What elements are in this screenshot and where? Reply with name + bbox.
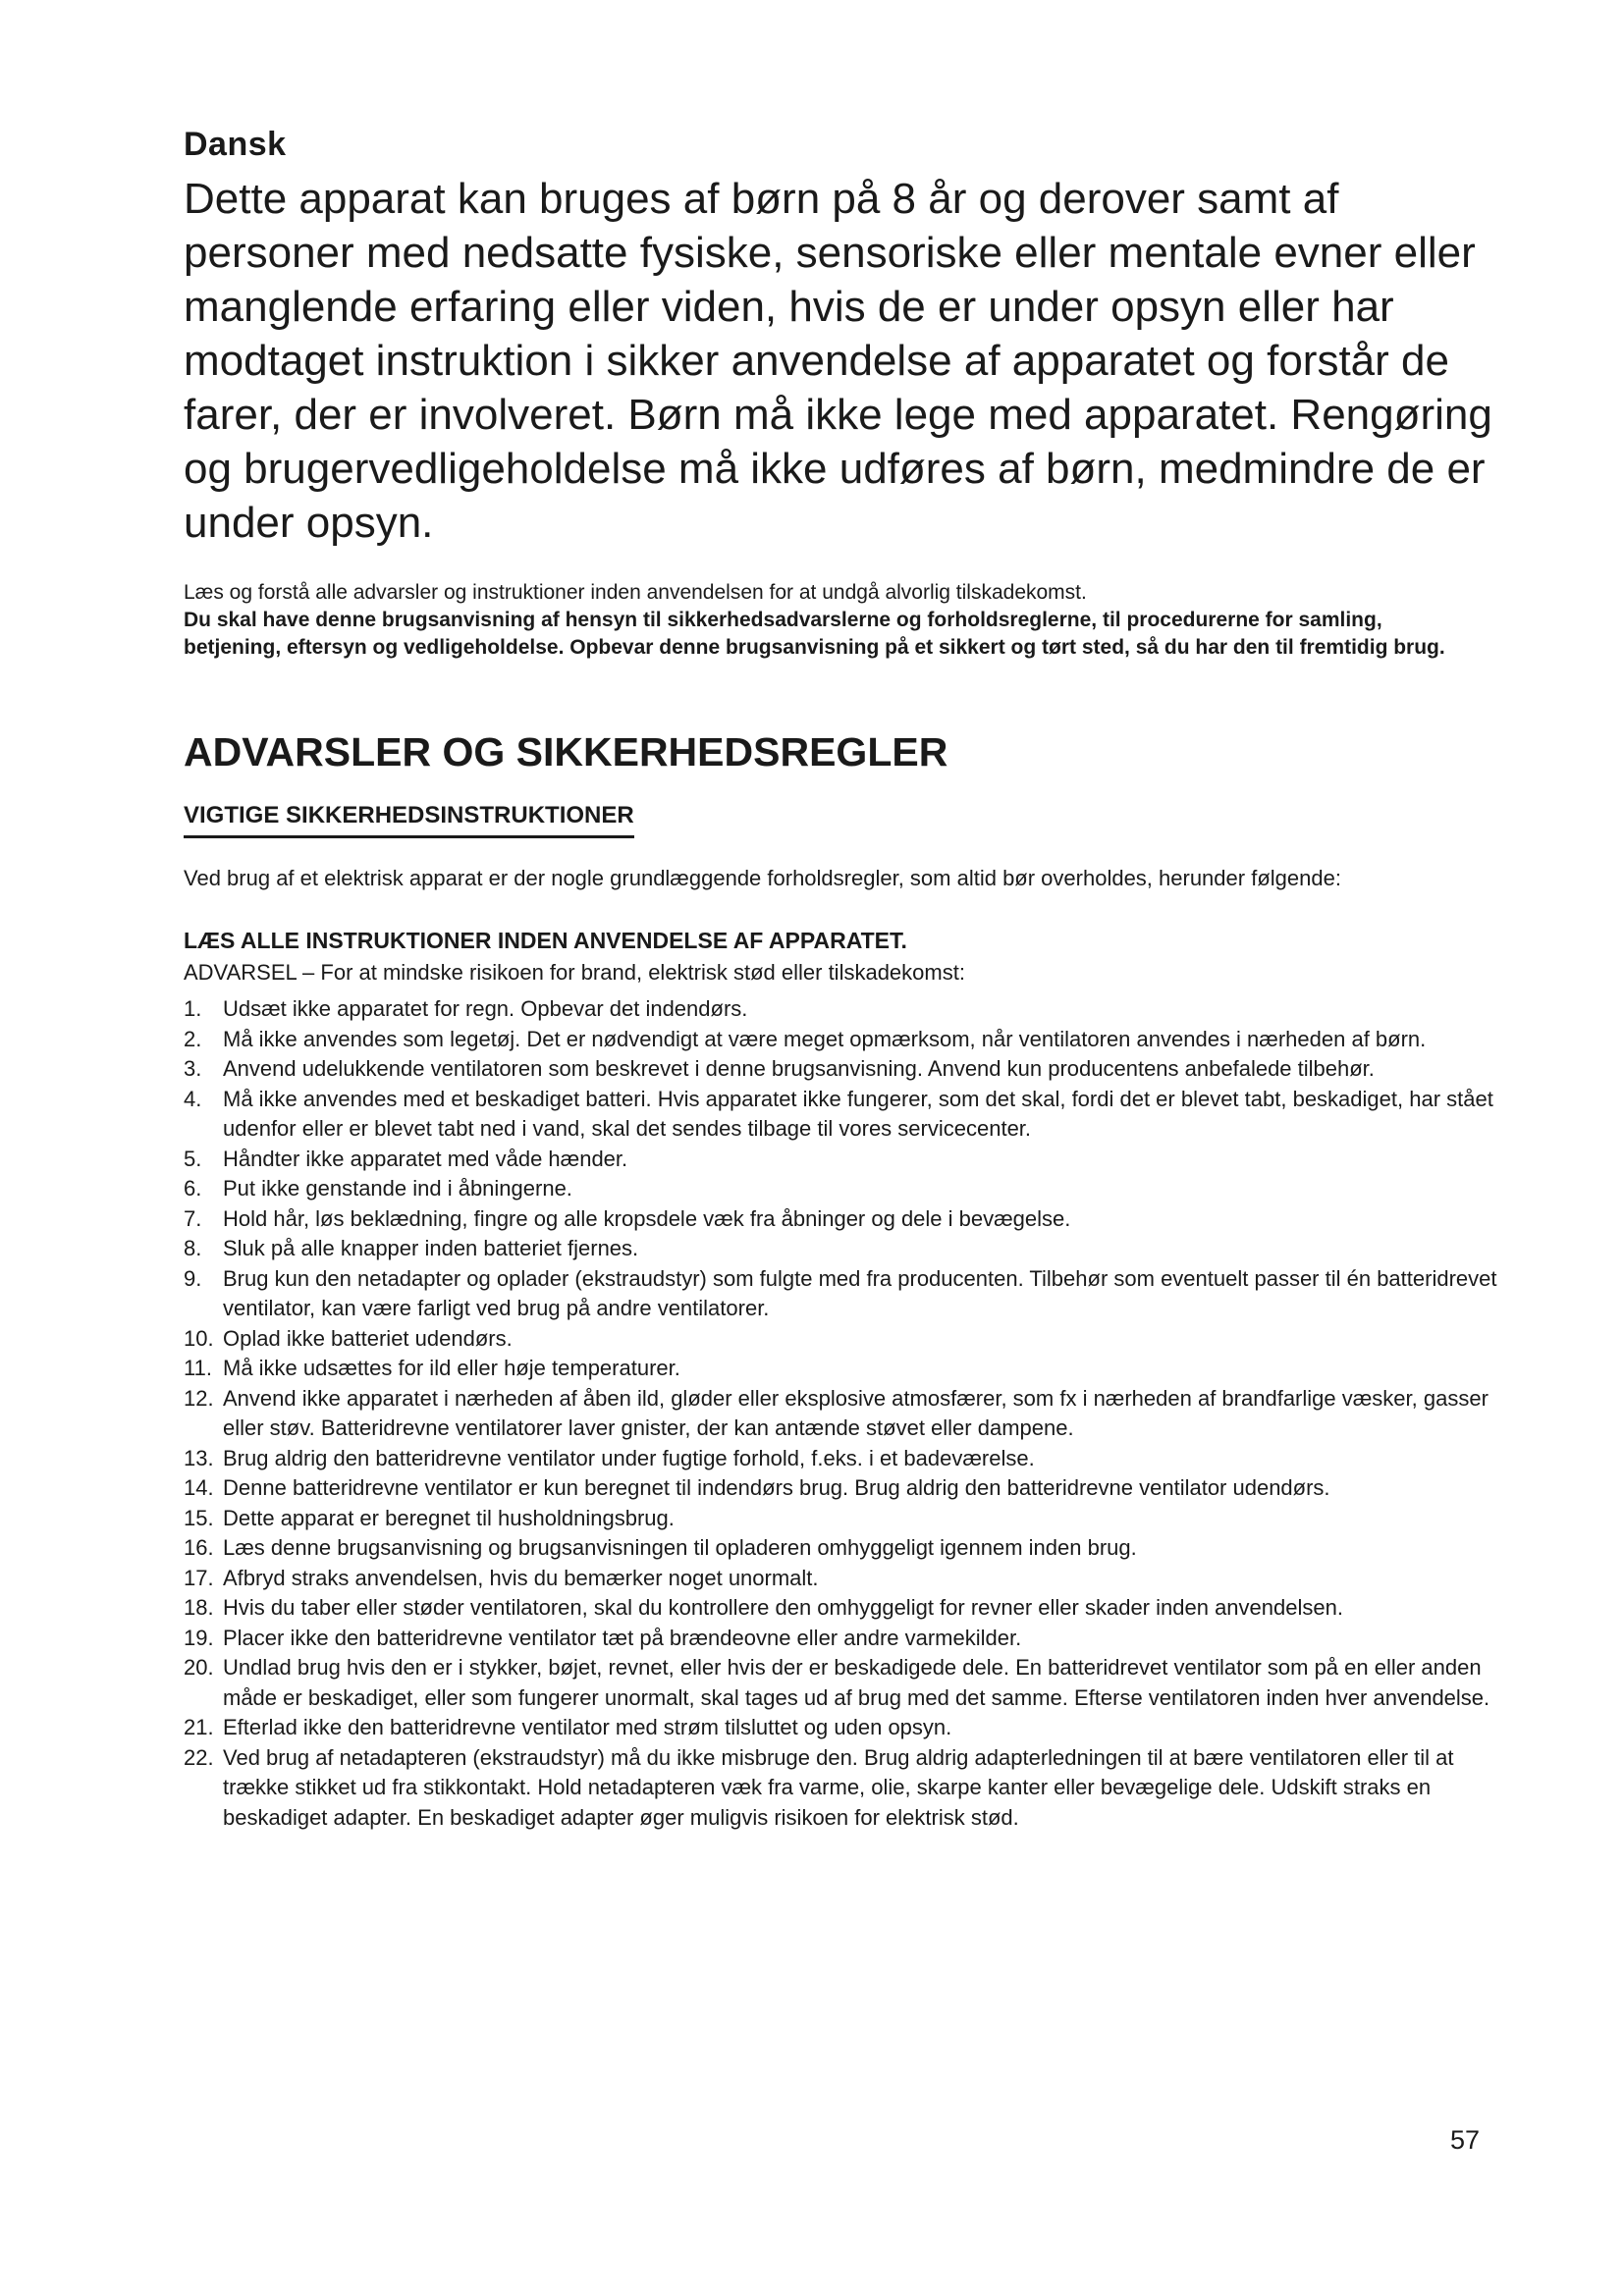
rule-number: 5. — [184, 1146, 202, 1171]
rule-number: 11. — [184, 1356, 212, 1380]
safety-rule-item — [184, 1384, 1504, 1444]
rule-number: 1. — [184, 996, 202, 1021]
rule-number: 12. — [184, 1385, 214, 1411]
safety-rule-item — [184, 1713, 1504, 1743]
warning-intro: ADVARSEL – For at mindske risikoen for brand, elektrisk stød eller tilskadekomst: — [184, 960, 965, 985]
safety-rule-item — [184, 1025, 1504, 1055]
safety-rule-item — [184, 1324, 1504, 1355]
rule-text: Må ikke anvendes som legetøj. Det er nødvendigt at være meget opmærksom, når ventilatoren anvendes i nærheden af børn. — [223, 1026, 1427, 1051]
rule-number: 6. — [184, 1176, 202, 1201]
safety-rules-list — [184, 994, 1504, 1833]
rule-text: Undlad brug hvis den er i stykker, bøjet, revnet, eller hvis der er beskadigede dele. En batteridrevet ventilator som på en eller anden måde er beskadiget, eller som fungerer unormalt, skal tages ud af brug med det samme. Efterse ventilatoren inden hver anvendelse. — [223, 1655, 1490, 1710]
rule-text: Må ikke udsættes for ild eller høje temperaturer. — [223, 1356, 680, 1380]
safety-rule-item — [184, 1624, 1504, 1654]
notice-text: Læs og forstå alle advarsler og instruktioner inden anvendelsen for at undgå alvorlig tilskadekomst. — [184, 581, 1087, 604]
rule-text: Put ikke genstande ind i åbningerne. — [223, 1176, 572, 1201]
rule-text: Hold hår, løs beklædning, fingre og alle kropsdele væk fra åbninger og dele i bevægelse. — [223, 1205, 1071, 1231]
rule-text: Læs denne brugsanvisning og brugsanvisningen til opladeren omhyggeligt igennem inden brug. — [223, 1535, 1137, 1560]
rule-number: 4. — [184, 1086, 202, 1111]
rule-number: 20. — [184, 1655, 214, 1680]
safety-rule-item — [184, 1564, 1504, 1594]
rule-number: 8. — [184, 1236, 202, 1260]
general-precautions-text: Ved brug af et elektrisk apparat er der nogle grundlæggende forholdsregler, som altid bør overholdes, herunder følgende: — [184, 866, 1341, 890]
notice-bold-text: Du skal have denne brugsanvisning af hensyn til sikkerhedsadvarslerne og forholdsreglerne, til procedurerne for samling, betjening, eftersyn og vedligeholdelse. Opbevar denne brugsanvisning på et sikkert og tørt sted, så du har den til fremtidig brug. — [184, 609, 1445, 659]
page-number: 57 — [1450, 2125, 1481, 2155]
rule-number: 14. — [184, 1475, 214, 1500]
rule-number: 13. — [184, 1445, 214, 1470]
rule-number: 15. — [184, 1505, 214, 1530]
safety-rule-item — [184, 1174, 1504, 1204]
rule-number: 18. — [184, 1595, 214, 1620]
safety-rule-item — [184, 1354, 1504, 1384]
rule-text: Anvend ikke apparatet i nærheden af åben ild, gløder eller eksplosive atmosfærer, som fx i nærheden af brandfarlige væsker, gasser eller støv. Batteridrevne ventilatorer laver gnister, der kan antænde støvet eller dampene. — [223, 1385, 1489, 1440]
language-label: Dansk — [184, 126, 287, 163]
safety-rule-item — [184, 1204, 1504, 1235]
rule-text: Sluk på alle knapper inden batteriet fjernes. — [223, 1236, 639, 1260]
rule-number: 22. — [184, 1744, 214, 1770]
safety-rule-item — [184, 1504, 1504, 1534]
safety-rule-item — [184, 1234, 1504, 1264]
intro-paragraph: Dette apparat kan bruges af børn på 8 år og derover samt af personer med nedsatte fysiske, sensoriske eller mentale evner eller manglende erfaring eller viden, hvis de er under opsyn eller har modtaget instruktion i sikker anvendelse af apparatet og forstår de farer, der er involveret. Børn må ikke lege med apparatet. Rengøring og brugervedligeholdelse må ikke udføres af børn, medmindre de er under opsyn. — [184, 175, 1492, 547]
safety-rule-item — [184, 1593, 1504, 1624]
rule-text: Må ikke anvendes med et beskadiget batteri. Hvis apparatet ikke fungerer, som det skal, fordi det er blevet tabt, beskadiget, har stået udenfor eller er blevet tabt ned i vand, skal det sendes tilbage til vores servicecenter. — [223, 1086, 1493, 1141]
subheading: VIGTIGE SIKKERHEDSINSTRUKTIONER — [184, 802, 634, 838]
rule-text: Afbryd straks anvendelsen, hvis du bemærker noget unormalt. — [223, 1565, 819, 1590]
safety-rule-item — [184, 1054, 1504, 1085]
safety-rule-item — [184, 1264, 1504, 1324]
rule-number: 17. — [184, 1565, 214, 1590]
rule-text: Hvis du taber eller støder ventilatoren, skal du kontrollere den omhyggeligt for revner eller skader inden anvendelsen. — [223, 1595, 1343, 1620]
safety-rule-item — [184, 994, 1504, 1025]
rule-number: 16. — [184, 1535, 214, 1560]
rule-number: 10. — [184, 1325, 214, 1351]
rule-text: Brug aldrig den batteridrevne ventilator under fugtige forhold, f.eks. i et badeværelse. — [223, 1445, 1035, 1470]
safety-rule-item — [184, 1085, 1504, 1145]
rule-number: 21. — [184, 1715, 214, 1739]
safety-rule-item — [184, 1743, 1504, 1834]
safety-rule-item — [184, 1473, 1504, 1504]
safety-rule-item — [184, 1444, 1504, 1474]
rule-text: Brug kun den netadapter og oplader (ekstraudstyr) som fulgte med fra producenten. Tilbehør som eventuelt passer til én batteridrevet ventilator, kan være farligt ved brug på andre ventilatorer. — [223, 1265, 1497, 1320]
rule-text: Placer ikke den batteridrevne ventilator tæt på brændeovne eller andre varmekilder. — [223, 1625, 1022, 1650]
safety-rule-item — [184, 1533, 1504, 1564]
rule-text: Efterlad ikke den batteridrevne ventilator med strøm tilsluttet og uden opsyn. — [223, 1715, 952, 1739]
main-heading: ADVARSLER OG SIKKERHEDSREGLER — [184, 729, 948, 774]
safety-rule-item — [184, 1145, 1504, 1175]
rule-text: Udsæt ikke apparatet for regn. Opbevar det indendørs. — [223, 996, 748, 1021]
rule-number: 3. — [184, 1056, 202, 1081]
rule-text: Håndter ikke apparatet med våde hænder. — [223, 1146, 628, 1171]
read-all-instructions: LÆS ALLE INSTRUKTIONER INDEN ANVENDELSE AF APPARATET. — [184, 928, 907, 953]
rule-text: Ved brug af netadapteren (ekstraudstyr) må du ikke misbruge den. Brug aldrig adapterledningen til at bære ventilatoren eller til at trække stikket ud fra stikkontakt. Hold netadapteren væk fra varme, olie, skarpe kanter eller bevægelige dele. Udskift straks en beskadiget adapter. En beskadiget adapter øger muligvis risikoen for elektrisk stød. — [223, 1744, 1454, 1830]
rule-number: 7. — [184, 1205, 202, 1231]
rule-text: Denne batteridrevne ventilator er kun beregnet til indendørs brug. Brug aldrig den batteridrevne ventilator udendørs. — [223, 1475, 1330, 1500]
safety-rule-item — [184, 1653, 1504, 1713]
rule-number: 2. — [184, 1026, 202, 1051]
rule-number: 9. — [184, 1265, 202, 1291]
rule-number: 19. — [184, 1625, 214, 1650]
rule-text: Dette apparat er beregnet til husholdningsbrug. — [223, 1505, 675, 1530]
rule-text: Anvend udelukkende ventilatoren som beskrevet i denne brugsanvisning. Anvend kun producentens anbefalede tilbehør. — [223, 1056, 1375, 1081]
rule-text: Oplad ikke batteriet udendørs. — [223, 1325, 513, 1351]
